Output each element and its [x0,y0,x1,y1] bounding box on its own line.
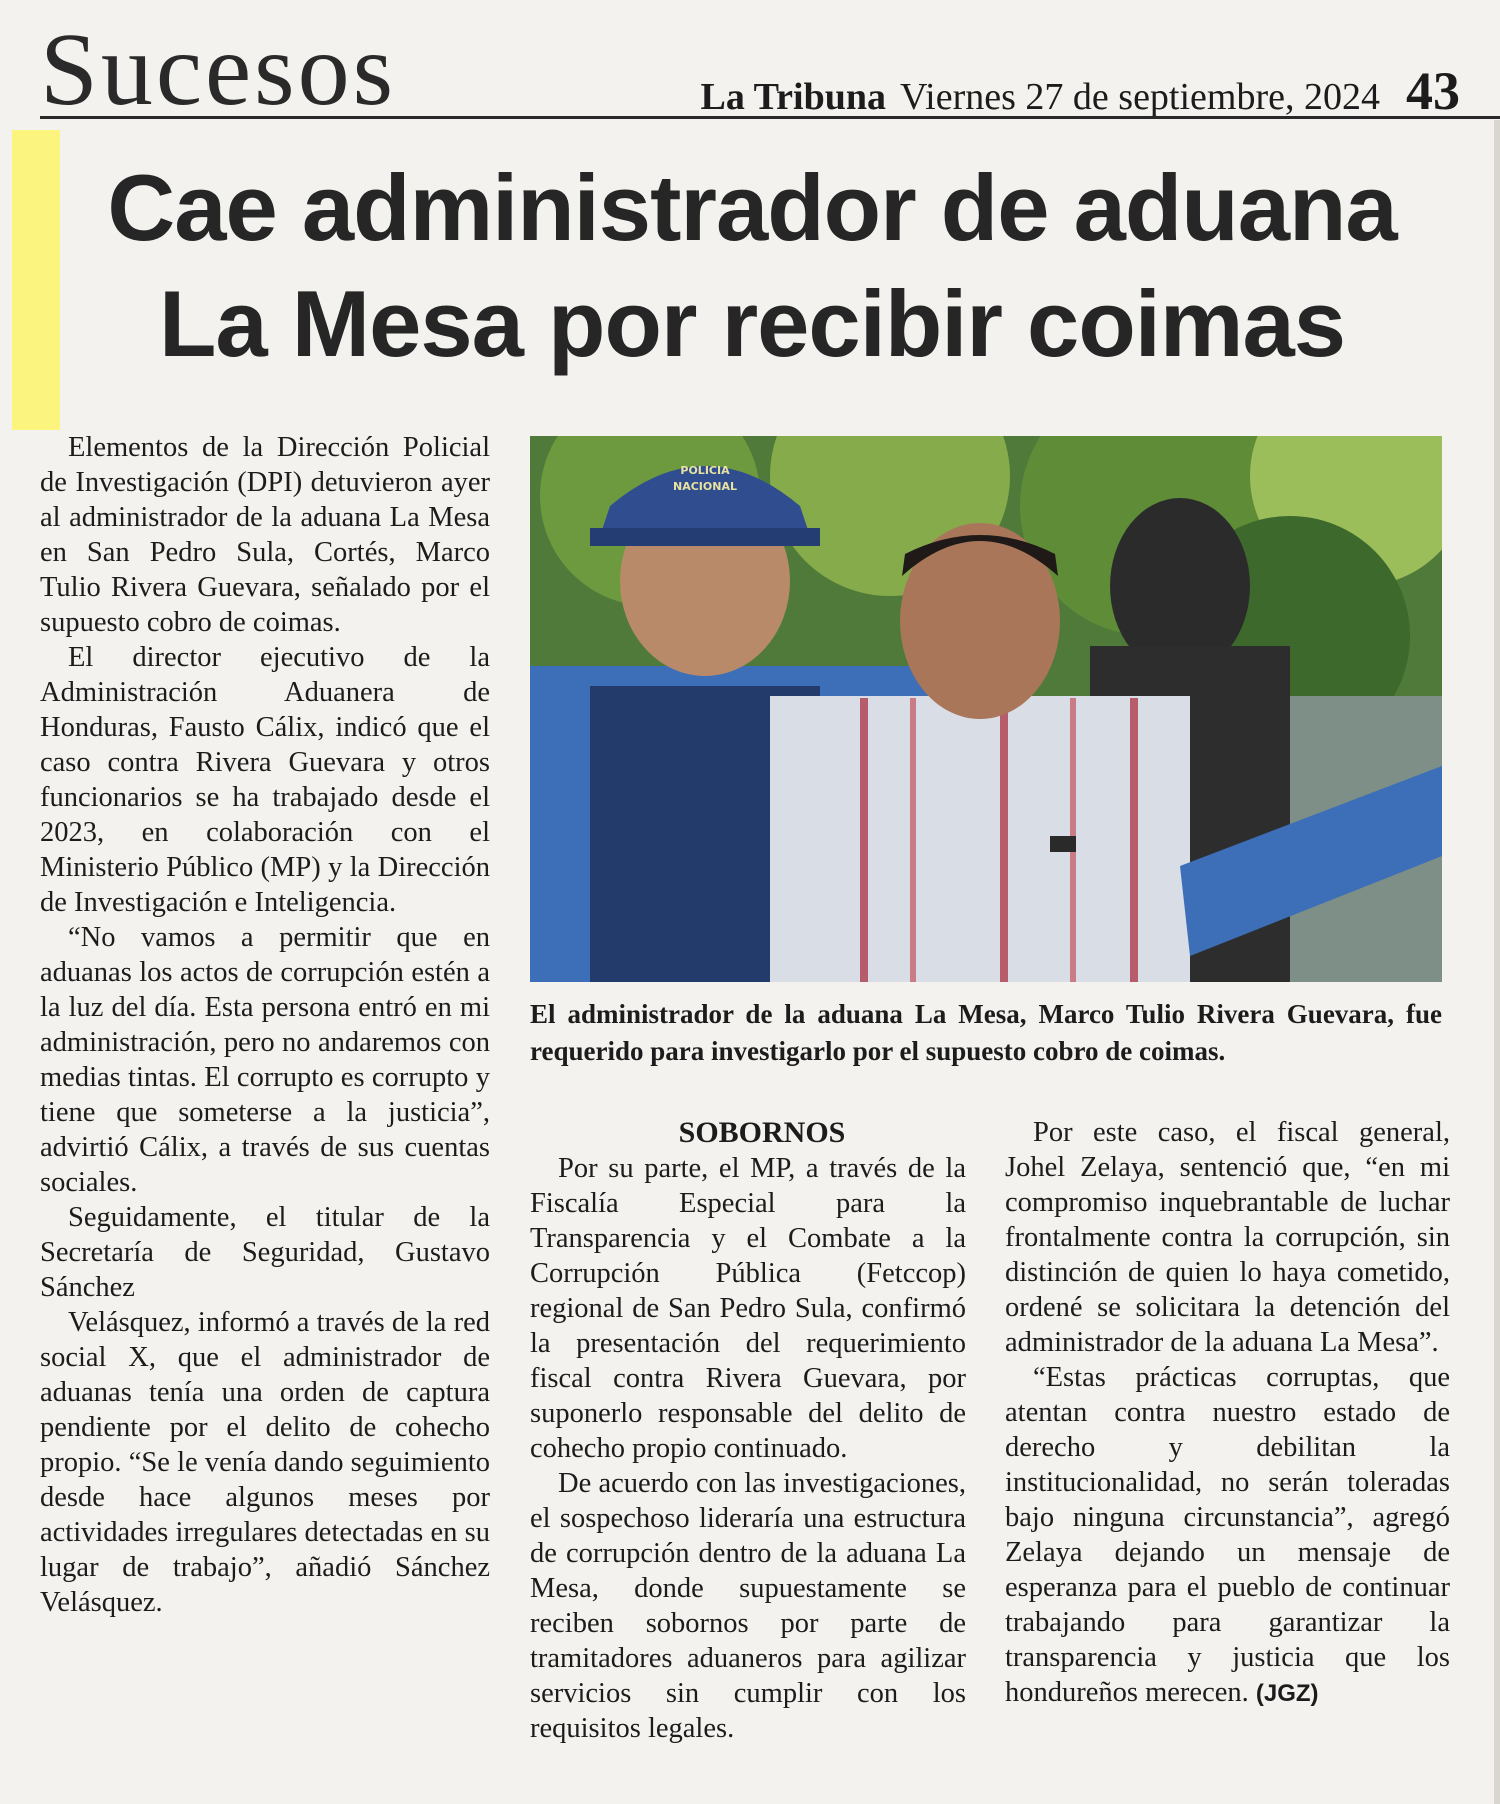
cap-text-1: POLICIA [680,464,730,477]
article-column-2 [530,1115,966,1746]
header-rule [40,116,1500,119]
paragraph: De acuerdo con las investigaciones, el sospechoso lideraría una estructura de corrupción dentro de la aduana La Mesa, donde supuestamente se reciben sobornos por parte de tramitadores aduaneros para agilizar servicios sin cumplir con los requisitos legales. [530,1468,966,1744]
issue-date: Viernes 27 de septiembre, 2024 [900,76,1380,118]
paragraph: Seguidamente, el titular de la Secretaría de Seguridad, Gustavo Sánchez [40,1202,490,1303]
page-number: 43 [1406,61,1460,121]
paragraph-text: “Estas prácticas corruptas, que atentan contra nuestro estado de derecho y debilitan la institucionalidad, no serán toleradas bajo ninguna circunstancia”, agregó Zelaya dejando un mensaje de esperanza para el pueblo de continuar trabajando para garantizar la transparencia y justicia que los hondureños merecen. [1005,1362,1450,1708]
masthead [701,60,1461,122]
author-signature: (JGZ) [1255,1680,1319,1707]
article-photo [530,436,1442,982]
paragraph: El director ejecutivo de la Administración Aduanera de Honduras, Fausto Cálix, indicó que el caso contra Rivera Guevara y otros funcionarios se ha trabajado desde el 2023, en colaboración con el Ministerio Público (MP) y la Dirección de Investigación e Inteligencia. [40,642,490,918]
headline: Cae administrador de aduana La Mesa por recibir coimas [107,155,1397,376]
paragraph: Velásquez, informó a través de la red social X, que el administrador de aduanas tenía una orden de captura pendiente por el delito de cohecho propio. “Se le venía dando seguimiento desde hace algunos meses por actividades irregulares detectadas en su lugar de trabajo”, añadió Sánchez Velásquez. [40,1307,490,1618]
photo-caption: El administrador de la aduana La Mesa, Marco Tulio Rivera Guevara, fue requerido para investigarlo por el supuesto cobro de coimas. [530,999,1442,1066]
subheading: SOBORNOS [678,1116,846,1149]
paragraph: Elementos de la Dirección Policial de Investigación (DPI) detuvieron ayer al administrador de la aduana La Mesa en San Pedro Sula, Cortés, Marco Tulio Rivera Guevara, señalado por el supuesto cobro de coimas. [40,432,490,638]
paragraph: Por este caso, el fiscal general, Johel Zelaya, sentenció que, “en mi compromiso inquebrantable de luchar frontalmente contra la corrupción, sin distinción de quien lo haya cometido, ordené se solicitara la detención del administrador de la aduana La Mesa”. [1005,1117,1450,1358]
cap-text-2: NACIONAL [673,480,737,493]
paragraph: Por su parte, el MP, a través de la Fiscalía Especial para la Transparencia y el Combate a la Corrupción Pública (Fetccop) regional de San Pedro Sula, confirmó la presentación del requerimiento fiscal contra Rivera Guevara, por suponerlo responsable del delito de cohecho propio continuado. [530,1153,966,1464]
article-column-1 [40,430,490,1620]
photo-illustration [530,436,1442,982]
section-name: Sucesos [40,12,397,127]
paragraph: “No vamos a permitir que en aduanas los actos de corrupción estén a la luz del día. Esta persona entró en mi administración, pero no andaremos con medias tintas. El corrupto es corrupto y tiene que someterse a la justicia”, advirtió Cálix, a través de sus cuentas sociales. [40,922,490,1198]
article-column-3 [1005,1115,1450,1711]
paragraph [1005,1360,1450,1711]
paper-name: La Tribuna [700,76,887,118]
adjacent-page-edge [1494,120,1500,1804]
